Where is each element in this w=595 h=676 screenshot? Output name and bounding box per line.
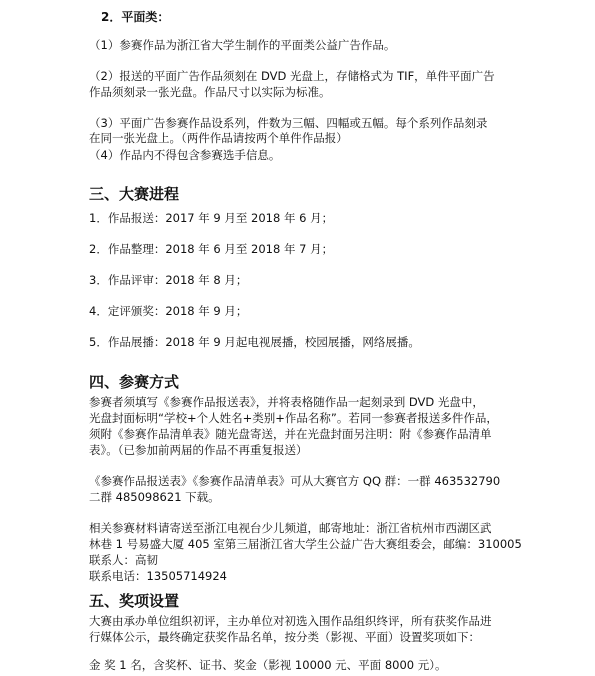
subheading-plane: 2．平面类：: [101, 10, 170, 24]
awards-paragraph-line-1: 大赛由承办单位组织初评，主办单位对初选入围作品组织终评，所有获奖作品进: [89, 614, 492, 628]
method-paragraph-1-line-3: 须附《参赛作品清单表》随光盘寄送，并在光盘封面另注明：附《参赛作品清单: [89, 427, 492, 441]
plane-item-2-line-1: （2）报送的平面广告作品须刻在 DVD 光盘上，存储格式为 TIF，单件平面广告: [89, 69, 495, 83]
schedule-item: 2．作品整理：2018 年 6 月至 2018 年 7 月；: [89, 242, 334, 256]
section-heading-method: 四、参赛方式: [89, 373, 180, 391]
plane-item-3-line-2: 在同一张光盘上。（两件作品请按两个单件作品报）: [89, 131, 348, 145]
method-paragraph-3-line-1: 相关参赛材料请寄送至浙江电视台少儿频道，邮寄地址：浙江省杭州市西湖区武: [89, 521, 492, 535]
gold-award: 金 奖 1 名，含奖杯、证书、奖金（影视 10000 元、平面 8000 元）。: [89, 658, 447, 672]
method-paragraph-1-line-1: 参赛者须填写《参赛作品报送表》，并将表格随作品一起刻录到 DVD 光盘中，: [89, 395, 484, 409]
awards-paragraph-line-2: 行媒体公示，最终确定获奖作品名单，按分类（影视、平面）设置奖项如下：: [89, 630, 480, 644]
schedule-item: 5．作品展播：2018 年 9 月起电视展播，校园展播，网络展播。: [89, 335, 420, 349]
schedule-item: 4．定评颁奖：2018 年 9 月；: [89, 304, 248, 318]
method-paragraph-1-line-4: 表》。（已参加前两届的作品不再重复报送）: [89, 443, 308, 457]
contact-person: 联系人：高韧: [89, 553, 158, 567]
method-paragraph-2-line-1: 《参赛作品报送表》《参赛作品清单表》可从大赛官方 QQ 群：一群 463532790: [89, 474, 501, 488]
schedule-item: 3．作品评审：2018 年 8 月；: [89, 273, 248, 287]
plane-item-1: （1）参赛作品为浙江省大学生制作的平面类公益广告作品。: [89, 38, 396, 52]
contact-phone: 联系电话：13505714924: [89, 569, 227, 583]
method-paragraph-1-line-2: 光盘封面标明“学校+个人姓名+类别+作品名称”。若同一参赛者报送多件作品，: [89, 411, 498, 425]
schedule-item: 1．作品报送：2017 年 9 月至 2018 年 6 月；: [89, 211, 334, 225]
section-heading-schedule: 三、大赛进程: [89, 185, 180, 203]
method-paragraph-2-line-2: 二群 485098621 下载。: [89, 490, 220, 504]
method-paragraph-3-line-2: 林巷 1 号易盛大厦 405 室第三届浙江省大学生公益广告大赛组委会，邮编：310005: [89, 537, 522, 551]
section-heading-awards: 五、奖项设置: [89, 592, 180, 610]
plane-item-3-line-1: （3）平面广告参赛作品设系列，件数为三幅、四幅或五幅。每个系列作品刻录: [89, 116, 488, 130]
plane-item-4: （4）作品内不得包含参赛选手信息。: [89, 148, 281, 162]
plane-item-2-line-2: 作品须刻录一张光盘。作品尺寸以实际为标准。: [89, 85, 331, 99]
